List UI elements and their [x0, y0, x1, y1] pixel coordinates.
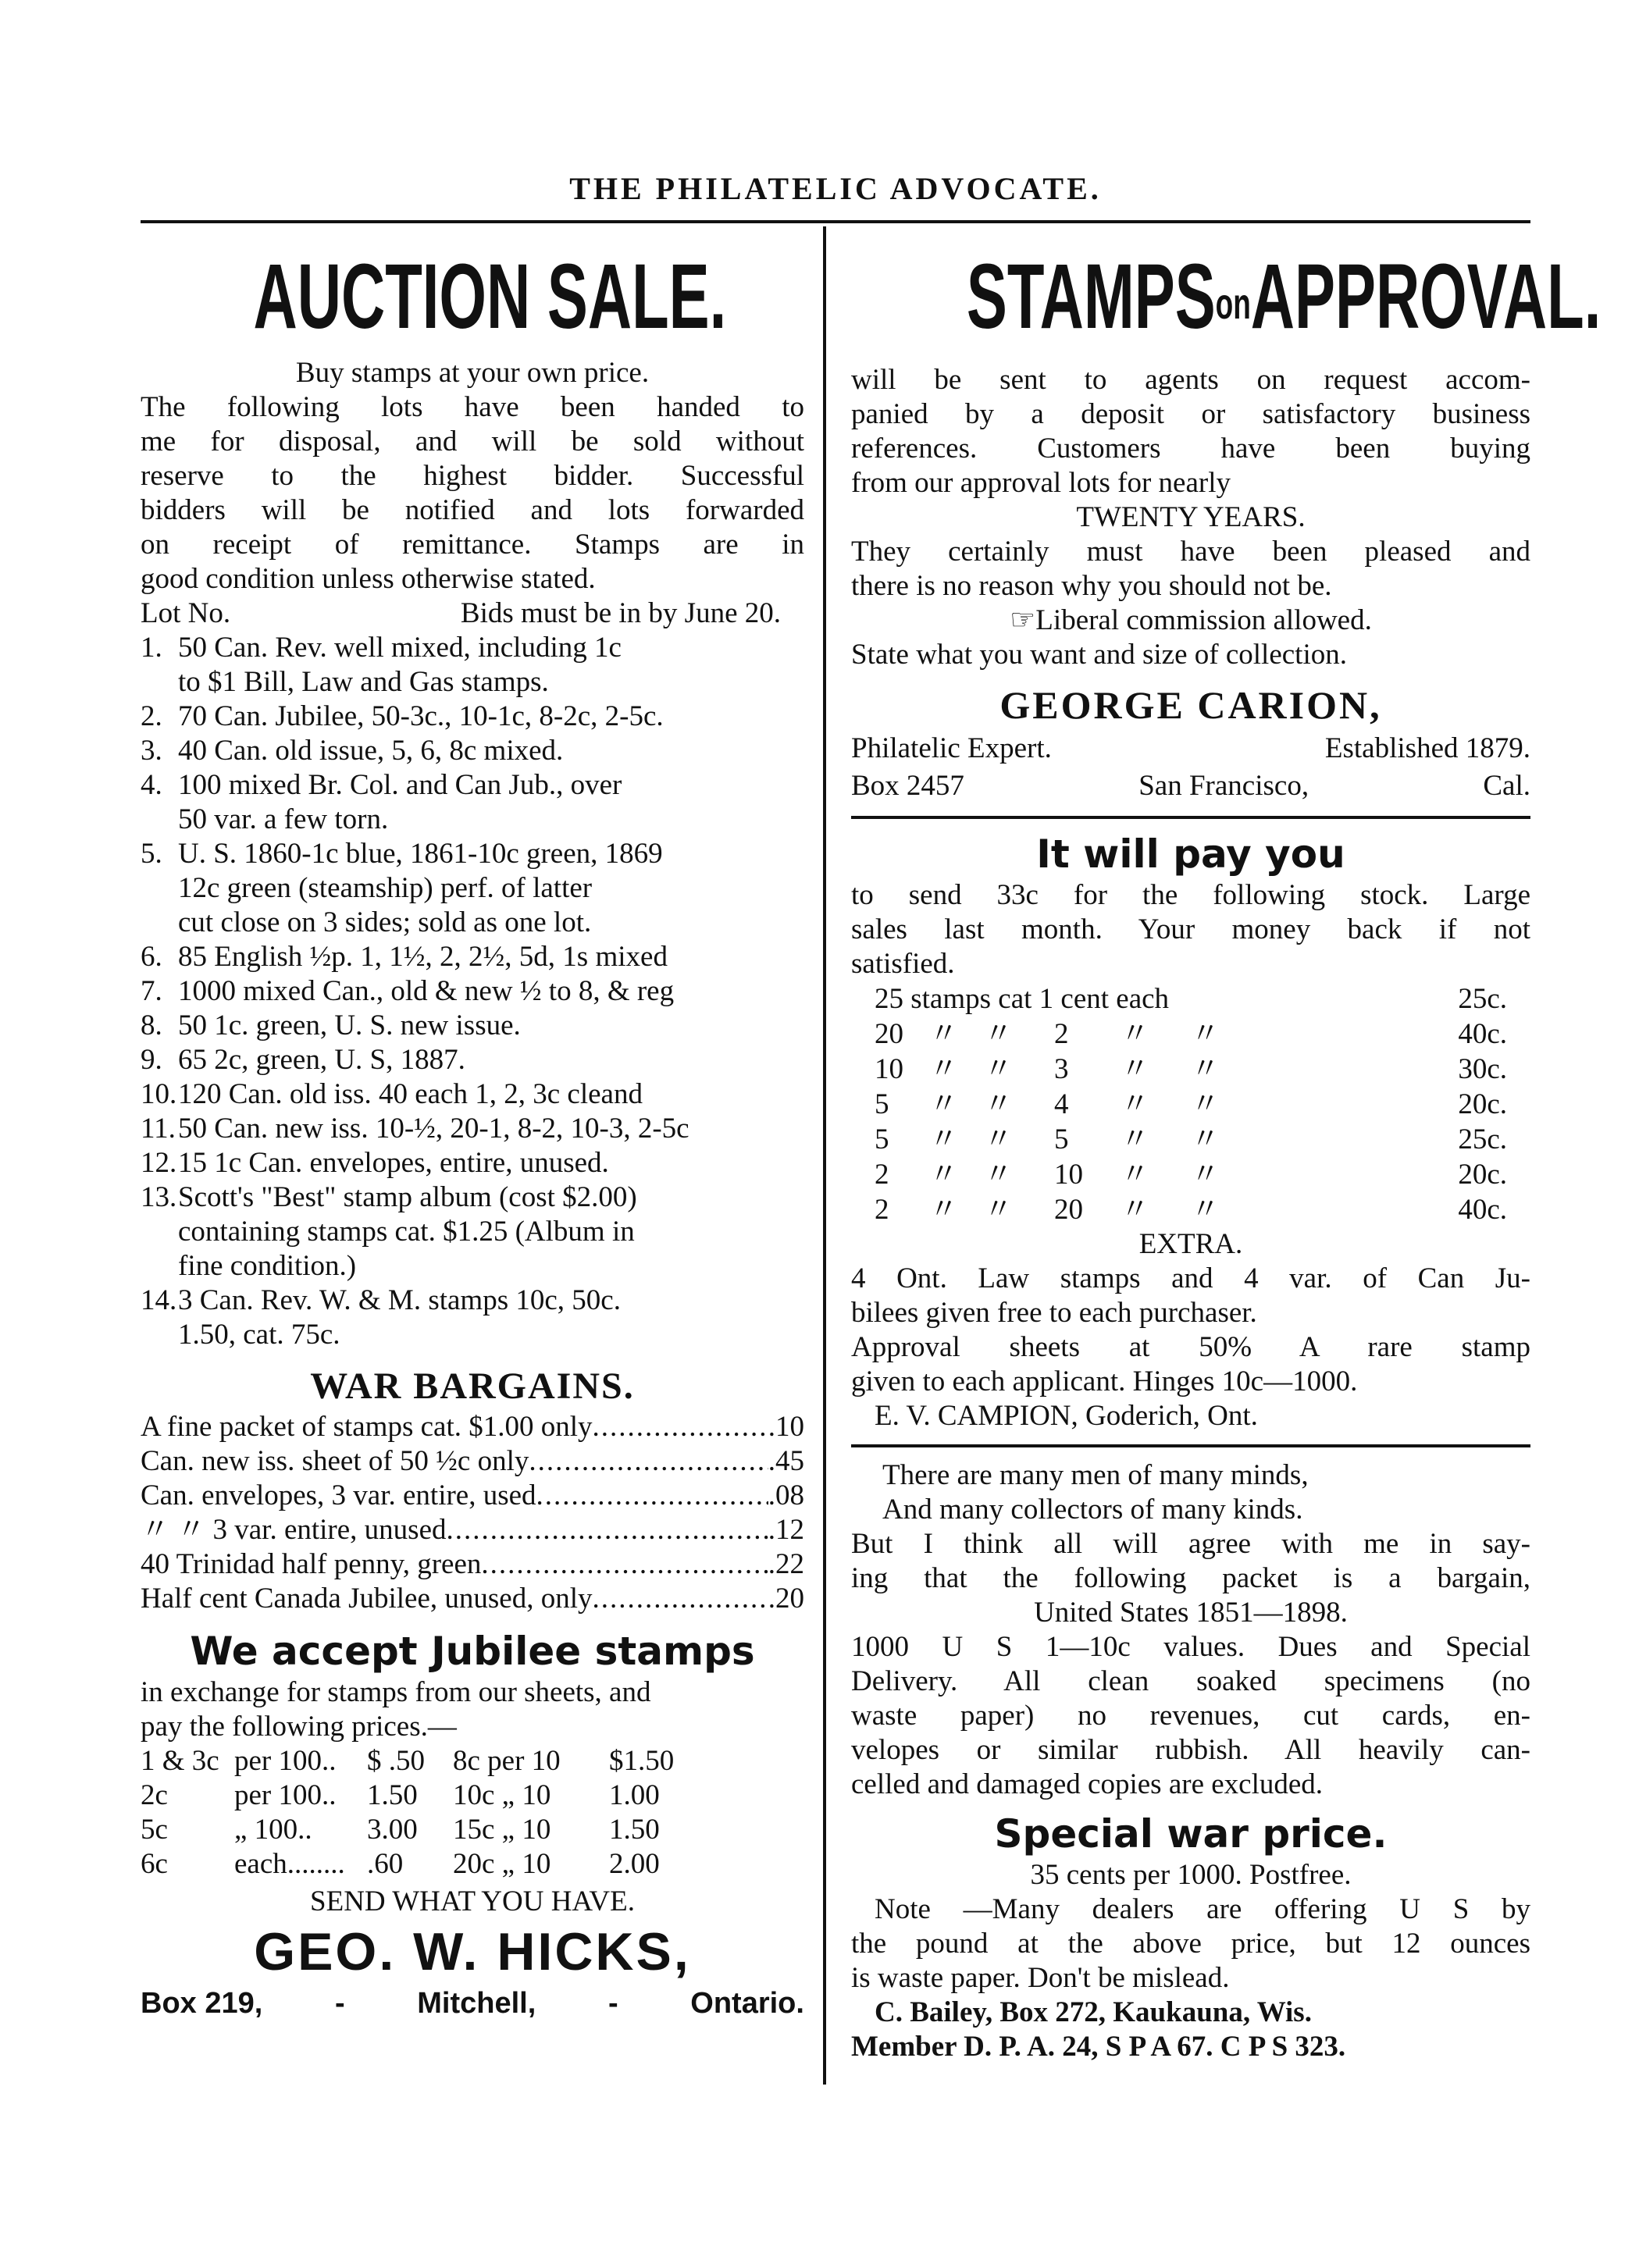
stock-table: [851, 1017, 1530, 1227]
stock-header-price: 25c.: [1458, 982, 1507, 1015]
bailey-line: But I think all will agree with me in say-: [851, 1527, 1530, 1560]
lot-number: 9.: [141, 1044, 162, 1076]
auction-sale-heading: AUCTION SALE.: [253, 245, 727, 348]
bargain-price: .12: [768, 1514, 804, 1546]
stock-price: 30c.: [1458, 1052, 1507, 1085]
lot-text: fine condition.): [178, 1250, 357, 1282]
lot-text: to $1 Bill, Law and Gas stamps.: [178, 666, 549, 698]
bailey-signature: C. Bailey, Box 272, Kaukauna, Wis.: [875, 1996, 1312, 2028]
ditto-mark: 〃: [1191, 1123, 1220, 1155]
ditto-mark: 〃: [1191, 1193, 1220, 1226]
extra-line: bilees given free to each purchaser.: [851, 1296, 1257, 1329]
lot-item: [141, 837, 804, 940]
approval-line: references. Customers have been buying: [851, 432, 1530, 465]
carion-signature: GEORGE CARION,: [999, 682, 1382, 727]
lot-text: 50 Can. new iss. 10-½, 20-1, 8-2, 10-3, 2-5c: [178, 1113, 689, 1145]
bailey-ad: [851, 1458, 1530, 2064]
approval-line: panied by a deposit or satisfactory business: [851, 397, 1530, 430]
lot-text: 120 Can. old iss. 40 each 1, 2, 3c cleand: [178, 1078, 643, 1110]
lot-item: [141, 974, 804, 1009]
bargain-row: [141, 1513, 804, 1547]
jubilee-price-table: [141, 1744, 804, 1882]
approval-line: there is no reason why you should not be.: [851, 569, 1332, 602]
bargain-desc: Can. envelopes, 3 var. entire, used: [141, 1479, 536, 1511]
carion-address: [851, 767, 1530, 805]
lot-number: 8.: [141, 1009, 162, 1041]
stock-cat: 4: [1054, 1088, 1069, 1120]
lot-item: [141, 1180, 804, 1284]
intro-line: The following lots have been handed to: [141, 391, 804, 423]
ditto-mark: 〃: [929, 1017, 958, 1050]
lot-text: 70 Can. Jubilee, 50-3c., 10-1c, 8-2c, 2-5c.: [178, 700, 664, 732]
lot-text: cut close on 3 sides; sold as one lot.: [178, 906, 592, 938]
price-cell: 20c „ 10: [453, 1848, 551, 1880]
approval-line: They certainly must have been pleased and: [851, 535, 1530, 568]
hicks-address: [141, 1985, 804, 2022]
stock-header-row: [851, 981, 1530, 1017]
section-rule: [851, 1444, 1530, 1447]
ditto-mark: 〃: [1191, 1088, 1220, 1120]
lot-item: [141, 1077, 804, 1112]
right-column: [851, 234, 1602, 2064]
lot-item: [141, 768, 804, 837]
bargain-row: [141, 1582, 804, 1616]
lot-text: U. S. 1860-1c blue, 1861-10c green, 1869: [178, 838, 663, 870]
bargain-row: [141, 1479, 804, 1513]
intro-line: bidders will be notified and lots forwarded: [141, 494, 804, 526]
bid-deadline: Bids must be in by June 20.: [460, 597, 781, 629]
leader-dots: [536, 1479, 768, 1513]
running-title: THE PHILATELIC ADVOCATE.: [569, 171, 1102, 206]
bargain-row: [141, 1547, 804, 1582]
extra-line: 4 Ont. Law stamps and 4 var. of Can Ju-: [851, 1262, 1530, 1294]
auction-intro: [141, 390, 804, 596]
price-cell: 2.00: [609, 1848, 660, 1880]
price-cell: $1.50: [609, 1745, 675, 1777]
lot-text: 40 Can. old issue, 5, 6, 8c mixed.: [178, 735, 564, 767]
stock-cat: 2: [1054, 1017, 1069, 1050]
bargain-price: .45: [768, 1445, 804, 1477]
pay-you-heading: It will pay you: [1036, 831, 1345, 877]
bailey-line: And many collectors of many kinds.: [882, 1493, 1303, 1526]
ditto-mark: 〃: [1121, 1052, 1149, 1085]
ditto-mark: 〃: [984, 1123, 1013, 1155]
carion-box: Box 2457: [851, 769, 964, 802]
twenty-years: TWENTY YEARS.: [1076, 500, 1306, 533]
address-box: Box 219,: [141, 1987, 263, 2020]
pay-you-line: sales last month. Your money back if not: [851, 913, 1530, 945]
us-line: United States 1851—1898.: [1034, 1596, 1348, 1629]
ditto-mark: 〃: [984, 1017, 1013, 1050]
note-line: Note —Many dealers are offering U S by: [875, 1892, 1530, 1925]
address-town: Mitchell,: [417, 1987, 536, 2020]
ditto-mark: 〃: [929, 1158, 958, 1191]
lot-text: Scott's "Best" stamp album (cost $2.00): [178, 1181, 637, 1213]
carion-established: Established 1879.: [1324, 732, 1530, 764]
leader-dots: [592, 1582, 768, 1616]
ditto-mark: 〃: [1121, 1158, 1149, 1191]
lot-text: 50 1c. green, U. S. new issue.: [178, 1009, 521, 1041]
bailey-line: celled and damaged copies are excluded.: [851, 1768, 1324, 1800]
war-bargains-heading: WAR BARGAINS.: [310, 1365, 635, 1407]
lot-item: [141, 734, 804, 768]
lot-label: Lot No.: [141, 597, 231, 629]
bargain-desc: 40 Trinidad half penny, green: [141, 1548, 482, 1580]
ditto-mark: 〃: [929, 1052, 958, 1085]
leader-dots: [593, 1410, 768, 1444]
bargain-price: .08: [768, 1479, 804, 1511]
lot-text: 12c green (steamship) perf. of latter: [178, 872, 593, 904]
ditto-mark: 〃: [984, 1088, 1013, 1120]
stock-qty: 10: [875, 1052, 903, 1085]
lot-number: 10.: [141, 1078, 177, 1110]
intro-line: me for disposal, and will be sold without: [141, 425, 804, 458]
lot-number: 13.: [141, 1181, 177, 1213]
price-cell: .60: [367, 1848, 404, 1880]
lot-item: [141, 631, 804, 700]
bailey-line: velopes or similar rubbish. All heavily can-: [851, 1733, 1530, 1766]
extra-line: Approval sheets at 50% A rare stamp: [851, 1330, 1530, 1363]
pay-you-line: to send 33c for the following stock. Large: [851, 878, 1530, 911]
lot-text: 1.50, cat. 75c.: [178, 1319, 340, 1351]
extra-line: given to each applicant. Hinges 10c—1000.: [851, 1365, 1358, 1397]
bargain-desc: Half cent Canada Jubilee, unused, only: [141, 1583, 593, 1615]
note-line: the pound at the above price, but 12 ounces: [851, 1927, 1530, 1960]
lot-number: 4.: [141, 769, 162, 801]
hicks-signature: GEO. W. HICKS,: [254, 1922, 691, 1981]
bailey-line: waste paper) no revenues, cut cards, en-: [851, 1699, 1530, 1732]
carion-state: Cal.: [1483, 769, 1530, 802]
stock-cat: 20: [1054, 1193, 1083, 1226]
bargain-desc: Can. new iss. sheet of 50 ½c only: [141, 1445, 529, 1477]
bargain-row: [141, 1410, 804, 1444]
lot-number: 6.: [141, 941, 162, 973]
lot-number: 3.: [141, 735, 162, 767]
ditto-mark: 〃: [1121, 1123, 1149, 1155]
carion-row: [851, 730, 1530, 767]
lot-text: 50 Can. Rev. well mixed, including 1c: [178, 632, 622, 664]
stock-qty: 5: [875, 1123, 889, 1155]
lot-item: [141, 1009, 804, 1043]
lot-header: [141, 596, 804, 631]
stock-price: 20c.: [1458, 1158, 1507, 1191]
ditto-mark: 〃: [984, 1193, 1013, 1226]
extra-heading: EXTRA.: [1138, 1227, 1243, 1260]
lot-number: 12.: [141, 1147, 177, 1179]
jubilee-heading: We accept Jubilee stamps: [190, 1629, 755, 1674]
price-cell: 6c: [141, 1848, 168, 1880]
stock-cat: 3: [1054, 1052, 1069, 1085]
lot-number: 11.: [141, 1113, 176, 1145]
lot-number: 7.: [141, 975, 162, 1007]
lot-item: [141, 940, 804, 974]
price-line: 35 cents per 1000. Postfree.: [1030, 1858, 1352, 1891]
jubilee-intro-line: pay the following prices.—: [141, 1711, 457, 1743]
left-column: [141, 234, 804, 2022]
bargain-price: .20: [768, 1583, 804, 1615]
price-cell: 1.00: [609, 1779, 660, 1811]
stock-price: 40c.: [1458, 1017, 1507, 1050]
price-cell: 3.00: [367, 1814, 418, 1846]
bailey-line: Delivery. All clean soaked specimens (no: [851, 1665, 1530, 1697]
lot-text: 15 1c Can. envelopes, entire, unused.: [178, 1147, 609, 1179]
lot-text: 1000 mixed Can., old & new ½ to 8, & reg: [178, 975, 675, 1007]
lot-item: [141, 700, 804, 734]
stock-header-desc: 25 stamps cat 1 cent each: [875, 982, 1170, 1015]
bargain-row: [141, 1444, 804, 1479]
price-cell: 1 & 3c: [141, 1745, 219, 1777]
bailey-line: ing that the following packet is a bargain,: [851, 1561, 1530, 1594]
lot-number: 14.: [141, 1284, 177, 1316]
column-divider: [823, 226, 826, 2085]
price-cell: 10c „ 10: [453, 1779, 551, 1811]
price-cell: 5c: [141, 1814, 168, 1846]
bailey-line: There are many men of many minds,: [882, 1458, 1309, 1491]
stock-qty: 2: [875, 1193, 889, 1226]
leader-dots: [529, 1444, 768, 1479]
approval-line: from our approval lots for nearly: [851, 466, 1231, 499]
lot-number: 5.: [141, 838, 162, 870]
ditto-mark: 〃: [1191, 1052, 1220, 1085]
lot-list: [141, 631, 804, 1352]
leader-dots: [447, 1513, 768, 1547]
bargain-price: .22: [768, 1548, 804, 1580]
stock-qty: 20: [875, 1017, 903, 1050]
stock-cat: 5: [1054, 1123, 1069, 1155]
price-cell: 1.50: [609, 1814, 660, 1846]
price-cell: per 100..: [234, 1745, 337, 1777]
header-rule: [141, 220, 1530, 223]
lot-number: 1.: [141, 632, 162, 664]
ditto-mark: 〃: [1191, 1158, 1220, 1191]
stamps-on-approval-heading: [966, 245, 1602, 352]
lot-item: [141, 1284, 804, 1352]
stock-price: 40c.: [1458, 1193, 1507, 1226]
ditto-mark: 〃: [1191, 1017, 1220, 1050]
price-cell: $ .50: [367, 1745, 425, 1777]
approval-title-a: STAMPS: [966, 245, 1216, 348]
stock-qty: 5: [875, 1088, 889, 1120]
stock-price: 20c.: [1458, 1088, 1507, 1120]
pay-you-line: satisfied.: [851, 947, 955, 980]
lot-text: 85 English ½p. 1, 1½, 2, 2½, 5d, 1s mixed: [178, 941, 668, 973]
ditto-mark: 〃: [929, 1123, 958, 1155]
approval-title-b: APPROVAL.: [1250, 245, 1602, 348]
lot-text: 50 var. a few torn.: [178, 803, 389, 835]
carion-city: San Francisco,: [1138, 769, 1309, 802]
send-what-you-have: SEND WHAT YOU HAVE.: [310, 1885, 635, 1917]
jubilee-intro-line: in exchange for stamps from our sheets, and: [141, 1676, 651, 1708]
special-war-price-heading: Special war price.: [994, 1810, 1388, 1857]
ditto-mark: 〃: [1121, 1017, 1149, 1050]
stock-price: 25c.: [1458, 1123, 1507, 1155]
war-bargains-list: [141, 1410, 804, 1616]
note-line: is waste paper. Don't be mislead.: [851, 1961, 1230, 1994]
intro-line: on receipt of remittance. Stamps are in: [141, 529, 804, 561]
lot-text: 3 Can. Rev. W. & M. stamps 10c, 50c.: [178, 1284, 621, 1316]
lot-item: [141, 1146, 804, 1180]
approval-line: will be sent to agents on request accom-: [851, 363, 1530, 396]
bargain-desc: 〃 〃 3 var. entire, unused: [141, 1514, 447, 1546]
price-cell: 1.50: [367, 1779, 418, 1811]
lot-text: containing stamps cat. $1.25 (Album in: [178, 1216, 635, 1248]
price-cell: 15c „ 10: [453, 1814, 551, 1846]
campion-signature: E. V. CAMPION, Goderich, Ont.: [875, 1399, 1258, 1432]
commission-line: ☞Liberal commission allowed.: [1010, 603, 1372, 636]
ditto-mark: 〃: [1121, 1193, 1149, 1226]
intro-line: good condition unless otherwise stated.: [141, 563, 596, 595]
ditto-mark: 〃: [984, 1158, 1013, 1191]
price-cell: 8c per 10: [453, 1745, 561, 1777]
lot-text: 100 mixed Br. Col. and Can Jub., over: [178, 769, 622, 801]
ditto-mark: 〃: [929, 1088, 958, 1120]
stock-cat: 10: [1054, 1158, 1083, 1191]
state-line: State what you want and size of collection.: [851, 638, 1347, 671]
bailey-membership: Member D. P. A. 24, S P A 67. C P S 323.: [851, 2030, 1346, 2063]
approval-title-on: on: [1215, 278, 1251, 328]
lot-item: [141, 1112, 804, 1146]
price-cell: per 100..: [234, 1779, 337, 1811]
carion-title: Philatelic Expert.: [851, 732, 1052, 764]
bargain-desc: A fine packet of stamps cat. $1.00 only: [141, 1411, 593, 1443]
intro-line: reserve to the highest bidder. Successful: [141, 460, 804, 492]
section-rule: [851, 816, 1530, 819]
lot-number: 2.: [141, 700, 162, 732]
address-sep: -: [334, 1987, 345, 2020]
price-cell: 2c: [141, 1779, 168, 1811]
auction-tagline: Buy stamps at your own price.: [295, 357, 650, 389]
ditto-mark: 〃: [929, 1193, 958, 1226]
ditto-mark: 〃: [984, 1052, 1013, 1085]
address-province: Ontario.: [690, 1987, 804, 2020]
lot-item: [141, 1043, 804, 1077]
bargain-price: .10: [768, 1411, 804, 1443]
ditto-mark: 〃: [1121, 1088, 1149, 1120]
address-sep: -: [607, 1987, 618, 2020]
leader-dots: [481, 1547, 768, 1582]
lot-text: 65 2c, green, U. S, 1887.: [178, 1044, 465, 1076]
bailey-line: 1000 U S 1—10c values. Dues and Special: [851, 1630, 1530, 1663]
price-cell: each........: [234, 1848, 345, 1880]
stock-qty: 2: [875, 1158, 889, 1191]
price-cell: „ 100..: [234, 1814, 312, 1846]
